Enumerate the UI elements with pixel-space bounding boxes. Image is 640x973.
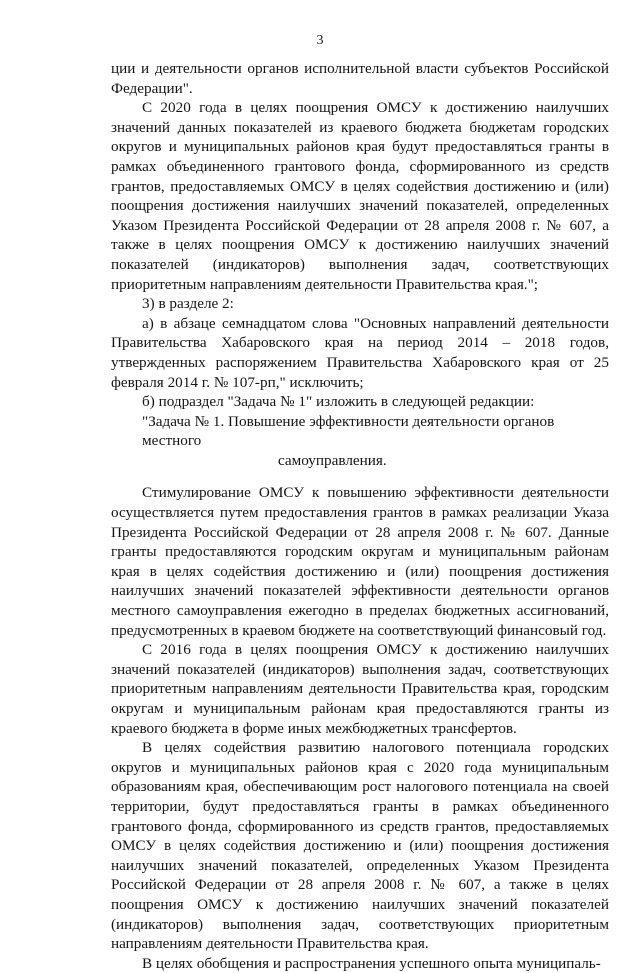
document-body <box>111 59 609 973</box>
page-number: 3 <box>316 33 324 48</box>
paragraph-experience: В целях обобщения и распространения успешного опыта муниципаль- <box>142 954 601 972</box>
task-heading-line-2: самоуправления. <box>278 451 387 469</box>
paragraph-item-a: а) в абзаце семнадцатом слова "Основных направлений деятельности Правительства Хабаровского края на период 2014 – 2018 годов, утвержденных распоряжением Правительства Хабаровского края от 25 февраля 2014 г. № 107-рп," исключить; <box>111 314 609 391</box>
task-heading <box>111 412 609 471</box>
paragraph-continuation: ции и деятельности органов исполнительной власти субъектов Российской Федерации". <box>111 60 609 97</box>
paragraph-grants-2016: С 2016 года в целях поощрения ОМСУ к достижению наилучших значений показателей (индикаторов) выполнения задач, соответствующих приоритетным направлениям деятельности Правительства края, городским округам и муниципальным районам края предоставляются гранты из краевого бюджета в форме иных межбюджетных трансфертов. <box>111 641 609 737</box>
paragraph-item-b: б) подраздел "Задача № 1" изложить в следующей редакции: <box>142 393 535 411</box>
paragraph-stimulation: Стимулирование ОМСУ к повышению эффективности деятельности осуществляется путем предоставления грантов в рамках реализации Указа Президента Российской Федерации от 28 апреля 2008 г. № 607. Данные гранты предоставляются городским округам и муниципальным районам края в целях содействия достижению и (или) поощрения достижения наилучших значений показателей эффективности деятельности органов местного самоуправления ежегодно в пределах бюджетных ассигнований, предусмотренных в краевом бюджете на соответствующий финансовый год. <box>111 484 609 639</box>
paragraph-section-2: 3) в разделе 2: <box>142 295 234 313</box>
paragraph-tax-potential: В целях содействия развитию налогового потенциала городских округов и муниципальных районов края с 2020 года муниципальным образованиям края, обеспечивающим рост налогового потенциала на своей территории, будут предоставляться гранты в рамках объединенного грантового фонда, сформированного из средств грантов, предоставляемых ОМСУ в целях содействия достижению и (или) поощрения достижения наилучших значений показателей, определенных Указом Президента Российской Федерации от 28 апреля 2008 г. № 607, а также в целях поощрения ОМСУ к достижению наилучших значений показателей (индикаторов) выполнения задач, соответствующих приоритетным направлениям деятельности Правительства края. <box>111 739 609 953</box>
task-heading-line-1: "Задача № 1. Повышение эффективности деятельности органов местного <box>142 412 555 450</box>
paragraph-grants-2020: С 2020 года в целях поощрения ОМСУ к достижению наилучших значений данных показателей из краевого бюджета бюджетам городских округов и муниципальных районов края будут предоставляться гранты в рамках объединенного грантового фонда, сформированного из средств грантов, предоставляемых ОМСУ в целях содействия достижению и (или) поощрения достижения наилучших значений показателей, определенных Указом Президента Российской Федерации от 28 апреля 2008 г. № 607, а также в целях поощрения ОМСУ к достижению наилучших значений показателей (индикаторов) выполнения задач, соответствующих приоритетным направлениям деятельности Правительства края."; <box>111 99 609 293</box>
spacer <box>111 470 609 483</box>
